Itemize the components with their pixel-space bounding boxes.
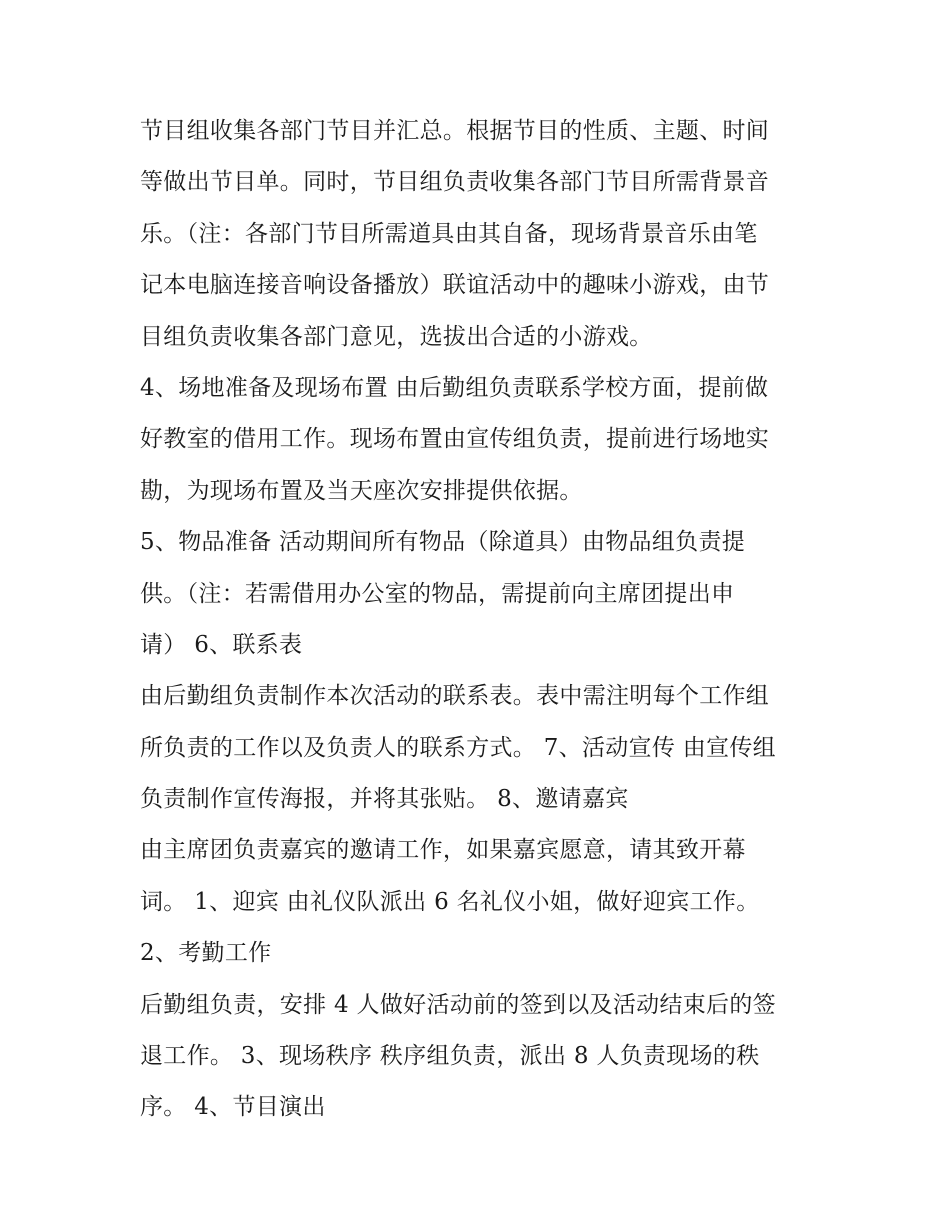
text-line: 节目组收集各部门节目并汇总。根据节目的性质、主题、时间: [140, 118, 770, 144]
text-line: 5、物品准备 活动期间所有物品（除道具）由物品组负责提: [140, 529, 746, 556]
text-line: 乐。（注：各部门节目所需道具由其自备，现场背景音乐由笔: [140, 220, 758, 247]
text-line: 所负责的工作以及负责人的联系方式。 7、活动宣传 由宣传组: [140, 734, 776, 761]
text-line: 目组负责收集各部门意见，选拔出合适的小游戏。: [140, 323, 653, 350]
text-line: 负责制作宣传海报，并将其张贴。 8、邀请嘉宾: [140, 786, 629, 813]
body-text: [140, 108, 820, 1136]
text-line: 由后勤组负责制作本次活动的联系表。表中需注明每个工作组: [140, 683, 770, 710]
text-line: 序。 4、节目演出: [140, 1094, 326, 1121]
text-line: 词。 1、迎宾 由礼仪队派出 6 名礼仪小姐，做好迎宾工作。: [140, 888, 760, 915]
text-line: 好教室的借用工作。现场布置由宣传组负责，提前进行场地实: [140, 426, 770, 453]
text-line: 请） 6、联系表: [140, 631, 303, 658]
text-line: 后勤组负责，安排 4 人做好活动前的签到以及活动结束后的签: [140, 991, 776, 1018]
text-line: 记本电脑连接音响设备播放）联谊活动中的趣味小游戏，由节: [140, 272, 770, 299]
text-line: 退工作。 3、现场秩序 秩序组负责，派出 8 人负责现场的秩: [140, 1043, 760, 1070]
text-line: 2、考勤工作: [140, 940, 272, 967]
text-line: 4、场地准备及现场布置 由后勤组负责联系学校方面，提前做: [140, 374, 769, 401]
text-line: 勘，为现场布置及当天座次安排提供依据。: [140, 477, 583, 504]
text-line: 等做出节目单。同时，节目组负责收集各部门节目所需背景音: [140, 169, 770, 196]
text-line: 由主席团负责嘉宾的邀请工作，如果嘉宾愿意，请其致开幕: [140, 837, 746, 864]
text-line: 供。（注：若需借用办公室的物品，需提前向主席团提出申: [140, 580, 735, 607]
